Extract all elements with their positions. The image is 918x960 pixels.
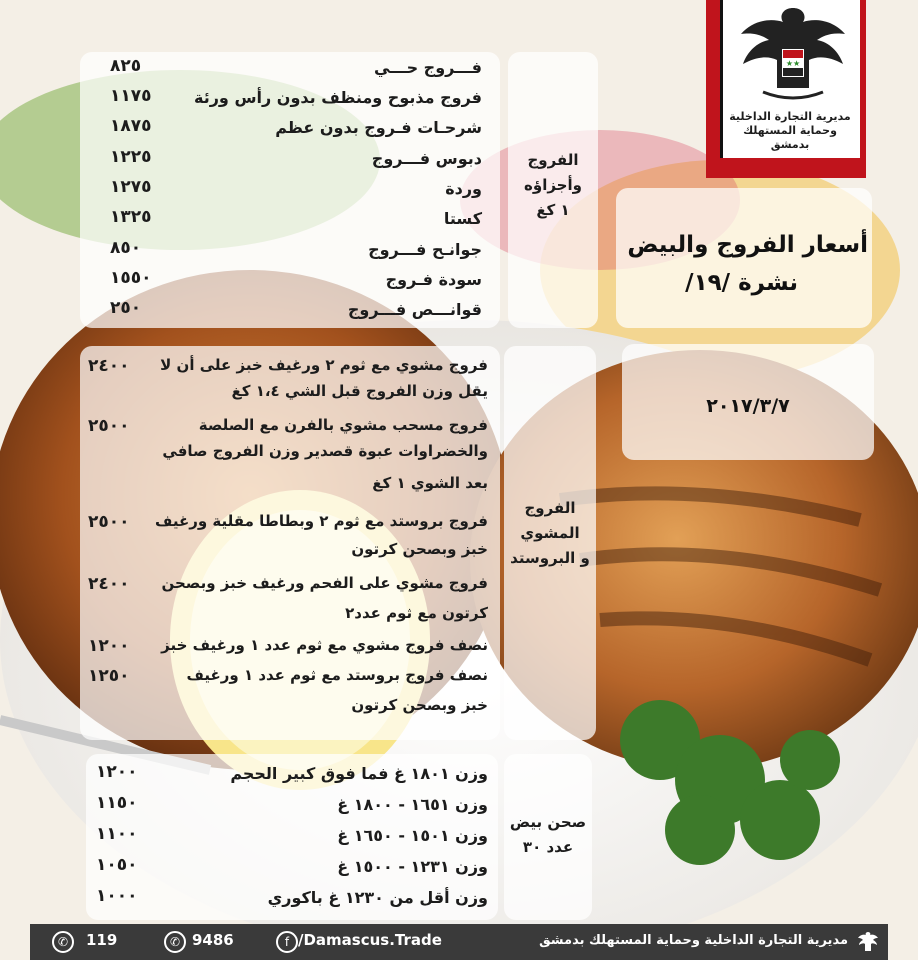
item-price: ١٢٧٥ <box>110 177 152 197</box>
item-name: وزن ١٥٠١ - ١٦٥٠ غ <box>337 826 488 845</box>
item-line: فروج بروستد مع ثوم ٢ وبطاطا مقلية ورغيف <box>155 512 488 530</box>
item-line: نصف فروج بروستد مع ثوم عدد ١ ورغيف <box>186 666 488 684</box>
grilled-chicken-category <box>504 496 596 571</box>
item-price: ٨٥٠ <box>110 238 142 258</box>
phone-icon: ✆ <box>164 931 186 953</box>
item-line: نصف فروج مشوي مع ثوم عدد ١ ورغيف خبز <box>161 636 488 654</box>
item-name: كستا <box>443 209 482 228</box>
facebook-link[interactable]: /Damascus.Trade <box>298 931 442 949</box>
category-line: و البروستد <box>510 549 590 567</box>
item-name: وزن أقل من ١٢٣٠ غ باكوري <box>267 888 488 907</box>
item-name: فروج مذبوح ومنظف بدون رأس ورئة <box>194 88 482 107</box>
footer-organization: مديرية التجارة الداخلية وحماية المستهلك بدمشق <box>539 933 848 948</box>
category-line: الفروج <box>524 499 576 517</box>
item-line: فروج مسحب مشوي بالفرن مع الصلصة <box>198 416 488 434</box>
title-panel <box>616 188 872 328</box>
category-line: عدد ٣٠ <box>522 838 574 856</box>
eagle-emblem-icon <box>856 930 880 954</box>
chicken-parts-category <box>508 148 598 223</box>
item-line: كرتون مع ثوم عدد٢ <box>345 604 488 622</box>
item-price: ١٢٠٠ <box>96 762 138 782</box>
item-price: ١٠٥٠ <box>96 855 138 875</box>
item-price: ١٠٠٠ <box>96 886 138 906</box>
item-name: سودة فـروج <box>385 270 482 289</box>
item-name: وردة <box>445 179 482 198</box>
logo-caption <box>722 110 858 152</box>
item-price: ١٥٥٠ <box>110 268 152 288</box>
item-name: وزن ١٨٠١ غ فما فوق كبير الحجم <box>230 764 488 783</box>
category-line: ١ كغ <box>536 201 570 219</box>
complaints-phone[interactable]: 9486 <box>192 931 234 949</box>
item-price: ٢٥٠٠ <box>88 512 130 532</box>
item-name: فـــروج حـــي <box>373 58 482 77</box>
emergency-phone[interactable]: 119 <box>86 931 118 949</box>
phone-icon: ✆ <box>52 931 74 953</box>
category-line: صحن بيض <box>509 813 587 831</box>
category-line: وأجزاؤه <box>524 176 582 194</box>
item-price: ١١٥٠ <box>96 793 138 813</box>
item-price: ١٨٧٥ <box>110 116 152 136</box>
bulletin-number: نشرة /١٩/ <box>685 270 798 296</box>
eggs-list <box>96 758 488 918</box>
chicken-parts-list <box>90 52 482 328</box>
item-price: ١٢٠٠ <box>88 636 130 656</box>
item-name: قوانـــص فـــروج <box>347 300 482 319</box>
item-price: ١١٧٥ <box>110 86 152 106</box>
item-price: ٢٥٠٠ <box>88 416 130 436</box>
item-name: وزن ١٢٣١ - ١٥٠٠ غ <box>337 857 488 876</box>
item-line: خبز وبصحن كرتون <box>351 696 488 714</box>
item-price: ١٢٥٠ <box>88 666 130 686</box>
facebook-icon: f <box>276 931 298 953</box>
item-price: ١٣٢٥ <box>110 207 152 227</box>
item-line: والخضراوات عبوة قصدير وزن الفروج صافي <box>162 442 488 460</box>
item-name: وزن ١٦٥١ - ١٨٠٠ غ <box>337 795 488 814</box>
svg-text:★★: ★★ <box>785 59 801 68</box>
logo-caption-line2: وحماية المستهلك بدمشق <box>743 124 837 151</box>
eggs-category <box>504 810 592 860</box>
eagle-emblem-icon <box>723 0 863 110</box>
bulletin-date: ٢٠١٧/٣/٧ <box>706 395 790 417</box>
item-name: شرحـات فـروج بدون عظم <box>275 118 482 137</box>
item-price: ٨٢٥ <box>110 56 142 76</box>
item-price: ٢٤٠٠ <box>88 356 130 376</box>
page-title: أسعار الفروج والبيض <box>627 232 868 258</box>
category-line: الفروج <box>527 151 579 169</box>
item-line: بعد الشوي ١ كغ <box>372 474 488 492</box>
grilled-chicken-list <box>88 352 488 732</box>
item-line: خبز وبصحن كرتون <box>351 540 488 558</box>
item-line: فروج مشوي مع ثوم ٢ ورغيف خبز على أن لا <box>160 356 488 374</box>
item-name: جوانـح فـــروج <box>368 240 482 259</box>
footer-bar <box>30 924 888 960</box>
item-price: ٢٤٠٠ <box>88 574 130 594</box>
category-line: المشوي <box>520 524 580 542</box>
item-price: ١٢٢٥ <box>110 147 152 167</box>
item-price: ٢٥٠ <box>110 298 142 318</box>
item-name: دبوس فـــروج <box>371 149 482 168</box>
logo-caption-line1: مديرية التجارة الداخلية <box>729 110 851 123</box>
item-line: فروج مشوي على الفحم ورغيف خبز وبصحن <box>161 574 488 592</box>
item-price: ١١٠٠ <box>96 824 138 844</box>
item-line: يقل وزن الفروج قبل الشي ١،٤ كغ <box>231 382 488 400</box>
